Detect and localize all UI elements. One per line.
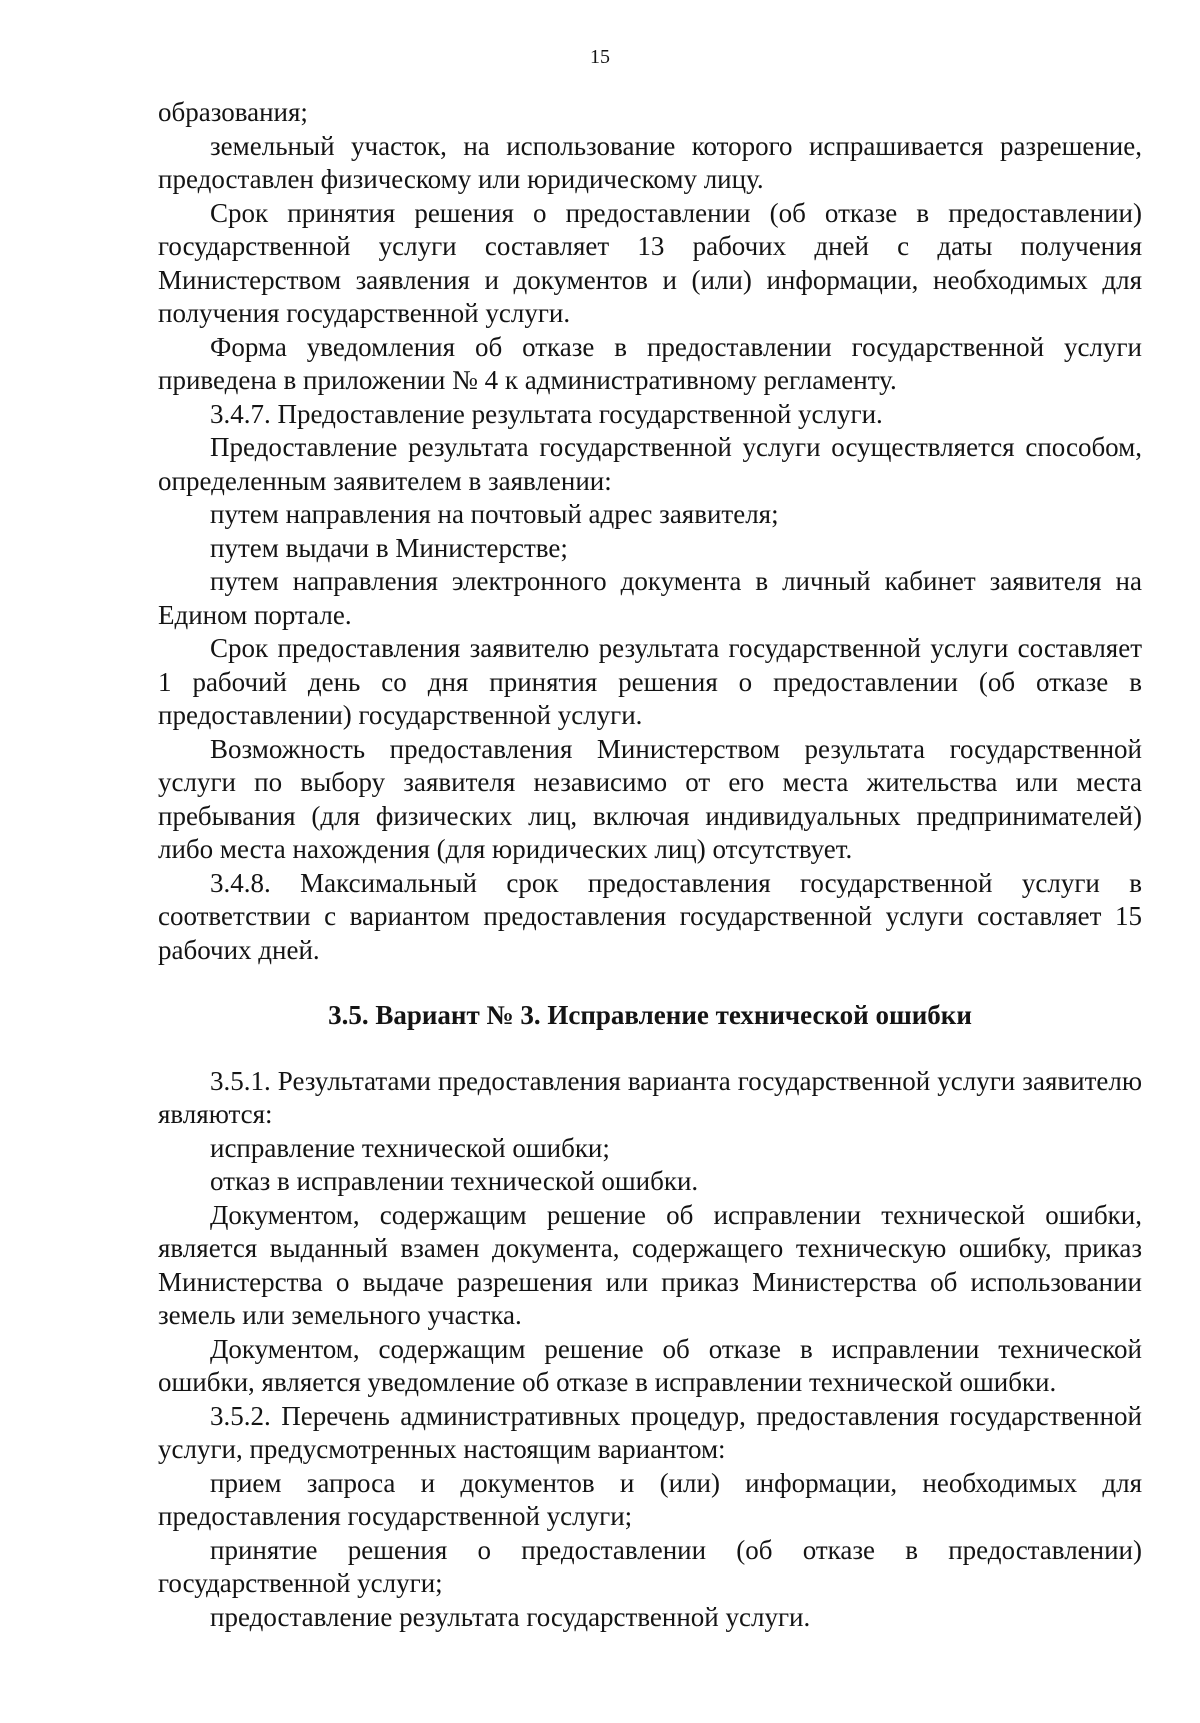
paragraph: Предоставление результата государственной услуги осуществляется способом, определенным заявителем в заявлении: [158, 432, 1142, 496]
page-number: 15 [590, 46, 610, 68]
paragraph: Возможность предоставления Министерством результата государственной услуги по выбору заявителя независимо от его места жительства или места пребывания (для физических лиц, включая индивидуальных предпринимателей) либо места нахождения (для юридических лиц) отсутствует. [158, 733, 1142, 864]
paragraph: земельный участок, на использование которого испрашивается разрешение, предоставлен физическому или юридическому лицу. [158, 130, 1142, 194]
document-body [158, 96, 1142, 1634]
paragraph: 3.4.8. Максимальный срок предоставления государственной услуги в соответствии с вариантом предоставления государственной услуги составляет 15 рабочих дней. [158, 867, 1142, 965]
list-item: путем направления на почтовый адрес заявителя; [210, 499, 779, 529]
list-item: прием запроса и документов и (или) информации, необходимых для предоставления государственной услуги; [158, 1467, 1142, 1531]
paragraph: образования; [158, 97, 308, 127]
paragraph: 3.5.1. Результатами предоставления варианта государственной услуги заявителю являются: [158, 1065, 1142, 1129]
list-item: предоставление результата государственной услуги. [210, 1601, 811, 1632]
paragraph: Срок принятия решения о предоставлении (об отказе в предоставлении) государственной услуги составляет 13 рабочих дней с даты получения Министерством заявления и документов и (или) информации, необходимых для получения государственной услуги. [158, 197, 1142, 328]
list-item: принятие решения о предоставлении (об отказе в предоставлении) государственной услуги; [158, 1534, 1142, 1598]
paragraph: 3.4.7. Предоставление результата государственной услуги. [210, 398, 883, 429]
paragraph: Срок предоставления заявителю результата государственной услуги составляет 1 рабочий день со дня принятия решения о предоставлении (об отказе в предоставлении) государственной услуги. [158, 633, 1142, 730]
paragraph: 3.5.2. Перечень административных процедур, предоставления государственной услуги, предусмотренных настоящим вариантом: [158, 1400, 1142, 1464]
paragraph: Документом, содержащим решение об отказе в исправлении технической ошибки, является уведомление об отказе в исправлении технической ошибки. [158, 1333, 1142, 1397]
paragraph: Документом, содержащим решение об исправлении технической ошибки, является выданный взамен документа, содержащего техническую ошибку, приказ Министерства о выдаче разрешения или приказ Министерства об использовании земель или земельного участка. [158, 1199, 1142, 1330]
list-item: исправление технической ошибки; [210, 1132, 610, 1163]
list-item: путем направления электронного документа в личный кабинет заявителя на Едином портале. [158, 566, 1142, 630]
section-heading: 3.5. Вариант № 3. Исправление технической ошибки [328, 1000, 972, 1030]
paragraph: Форма уведомления об отказе в предоставлении государственной услуги приведена в приложении № 4 к административному регламенту. [158, 331, 1142, 395]
list-item: путем выдачи в Министерстве; [210, 532, 568, 563]
list-item: отказ в исправлении технической ошибки. [210, 1166, 699, 1196]
